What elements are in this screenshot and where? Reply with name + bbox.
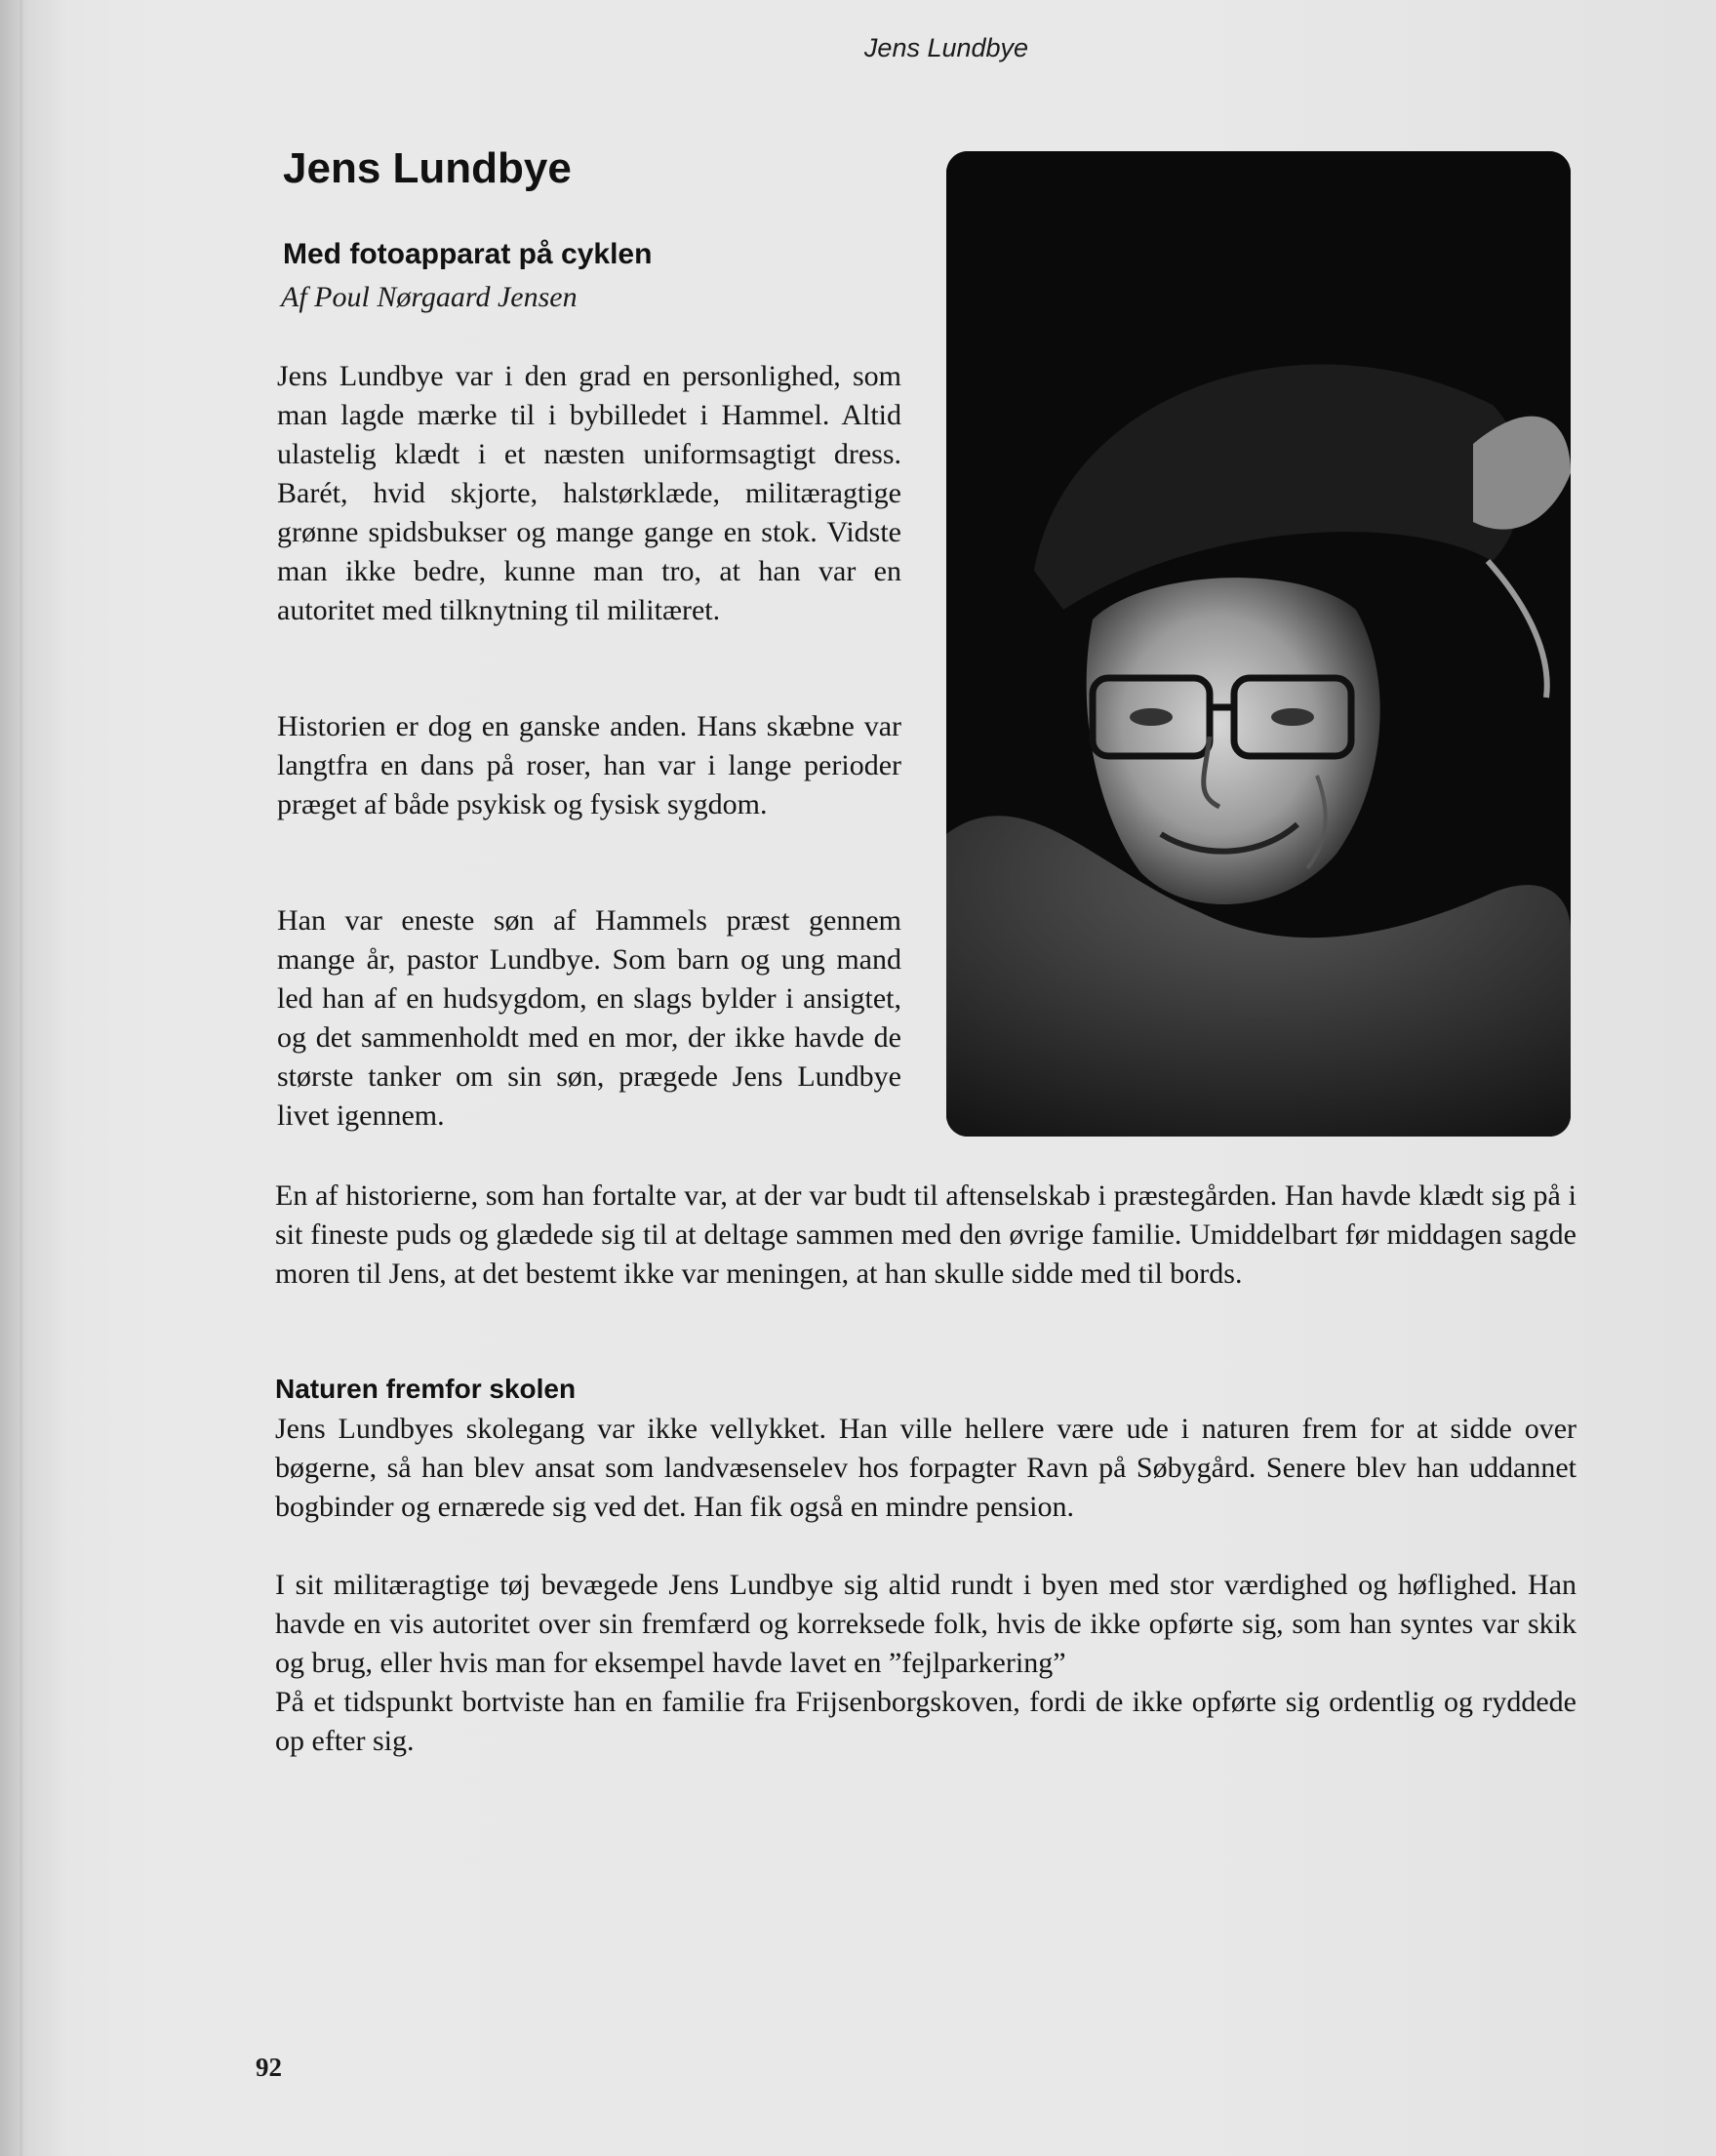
running-head: Jens Lundbye (863, 33, 1029, 62)
page-number: 92 (256, 2053, 282, 2082)
full-paragraph-3a: I sit militæragtige tøj bevægede Jens Lundbye sig altid rundt i byen med stor værdighed og høflighed. Han havde en vis autoritet over sin fremfærd og korreksede folk, hvis de ikke opførte sig, som han syntes var skik og brug, eller hvis man for eksempel havde lavet en ”fejlparkering” (275, 1569, 1576, 1679)
byline: Af Poul Nørgaard Jensen (281, 281, 578, 313)
section-heading: Naturen fremfor skolen (275, 1374, 577, 1404)
portrait-photo (946, 151, 1571, 1137)
full-paragraph-3 (275, 1566, 1576, 1761)
article-title: Jens Lundbye (283, 144, 572, 192)
full-paragraph-2: Jens Lundbyes skolegang var ikke vellykket. Han ville hellere være ude i naturen frem for at sidde over bøgerne, så han blev ansat som landvæsenselev hos forpagter Ravn på Søbygård. Senere blev han uddannet bogbinder og ernærede sig ved det. Han fik også en mindre pension. (275, 1413, 1576, 1523)
portrait-illustration (946, 151, 1571, 1137)
full-paragraph-3b: På et tidspunkt bortviste han en familie fra Frijsenborgskoven, fordi de ikke opførte sig ordentlig og ryddede op efter sig. (275, 1686, 1576, 1757)
full-paragraph-1: En af historierne, som han fortalte var, at der var budt til aftenselskab i præstegården. Han havde klædt sig på i sit fineste puds og glædede sig til at deltage sammen med den øvrige familie. Umiddelbart før middagen sagde moren til Jens, at det bestemt ikke var meningen, at han skulle sidde med til bords. (275, 1179, 1576, 1290)
column-paragraph-1: Jens Lundbye var i den grad en personlighed, som man lagde mærke til i bybilledet i Hammel. Altid ulastelig klædt i et næsten uniformsagtigt dress. Barét, hvid skjorte, halstørklæde, militæragtige grønne spidsbukser og mange gange en stok. Vidste man ikke bedre, kunne man tro, at han var en autoritet med tilknytning til militæret. (277, 360, 901, 626)
column-paragraph-2: Historien er dog en ganske anden. Hans skæbne var langtfra en dans på roser, han var i lange perioder præget af både psykisk og fysisk sygdom. (277, 710, 901, 820)
column-paragraph-3: Han var eneste søn af Hammels præst gennem mange år, pastor Lundbye. Som barn og ung mand led han af en hudsygdom, en slags bylder i ansigtet, og det sammenholdt med en mor, der ikke havde de største tanker om sin søn, prægede Jens Lundbye livet igennem. (277, 904, 901, 1132)
page-gutter (20, 0, 22, 2156)
article-subtitle: Med fotoapparat på cyklen (283, 238, 653, 270)
